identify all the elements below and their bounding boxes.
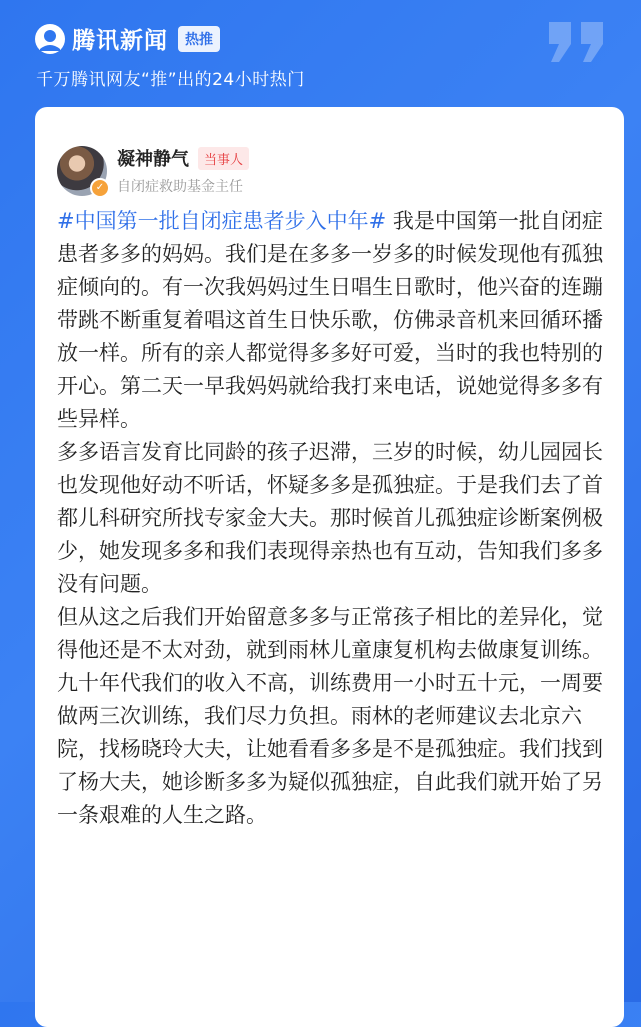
post-content	[57, 205, 605, 832]
quote-mark-icon	[545, 18, 609, 66]
tencent-news-logo-icon	[34, 23, 66, 55]
author-title: 自闭症救助基金主任	[117, 179, 243, 195]
hashtag-link[interactable]: #中国第一批自闭症患者步入中年#	[57, 209, 387, 233]
author-block[interactable]	[57, 145, 249, 196]
avatar[interactable]	[57, 146, 107, 196]
post-text: 我是中国第一批自闭症患者多多的妈妈。我们是在多多一岁多的时候发现他有孤独症倾向的。有一次我妈妈过生日唱生日歌时，他兴奋的连蹦带跳不断重复着唱这首生日快乐歌，仿佛录音机来回循环播放一样。所有的亲人都觉得多多好可爱，当时的我也特别的开心。第二天一早我妈妈就给我打来电话，说她觉得多多有些异样。	[57, 209, 603, 431]
brand-name: 腾讯新闻	[72, 28, 168, 54]
verified-icon: ✓	[90, 178, 110, 198]
role-badge: 当事人	[198, 147, 249, 170]
post-paragraph	[57, 205, 605, 436]
post-card	[35, 107, 624, 1027]
author-info	[117, 145, 249, 196]
brand-logo[interactable]	[34, 22, 220, 55]
hot-badge: 热推	[178, 26, 220, 52]
post-paragraph: 多多语言发育比同龄的孩子迟滞，三岁的时候，幼儿园园长也发现他好动不听话，怀疑多多是孤独症。于是我们去了首都儿科研究所找专家金大夫。那时候首儿孤独症诊断案例极少，她发现多多和我们表现得亲热也有互动，告知我们多多没有问题。	[57, 440, 603, 596]
author-name[interactable]: 凝神静气	[117, 149, 189, 170]
post-paragraph: 但从这之后我们开始留意多多与正常孩子相比的差异化，觉得他还是不太对劲，就到雨林儿童康复机构去做康复训练。九十年代我们的收入不高，训练费用一小时五十元，一周要做两三次训练，我们尽力负担。雨林的老师建议去北京六院，找杨晓玲大夫，让她看看多多是不是孤独症。我们找到了杨大夫，她诊断多多为疑似孤独症，自此我们就开始了另一条艰难的人生之路。	[57, 605, 603, 827]
header-subtitle: 千万腾讯网友“推”出的24小时热门	[36, 70, 305, 90]
app-header	[0, 0, 641, 110]
